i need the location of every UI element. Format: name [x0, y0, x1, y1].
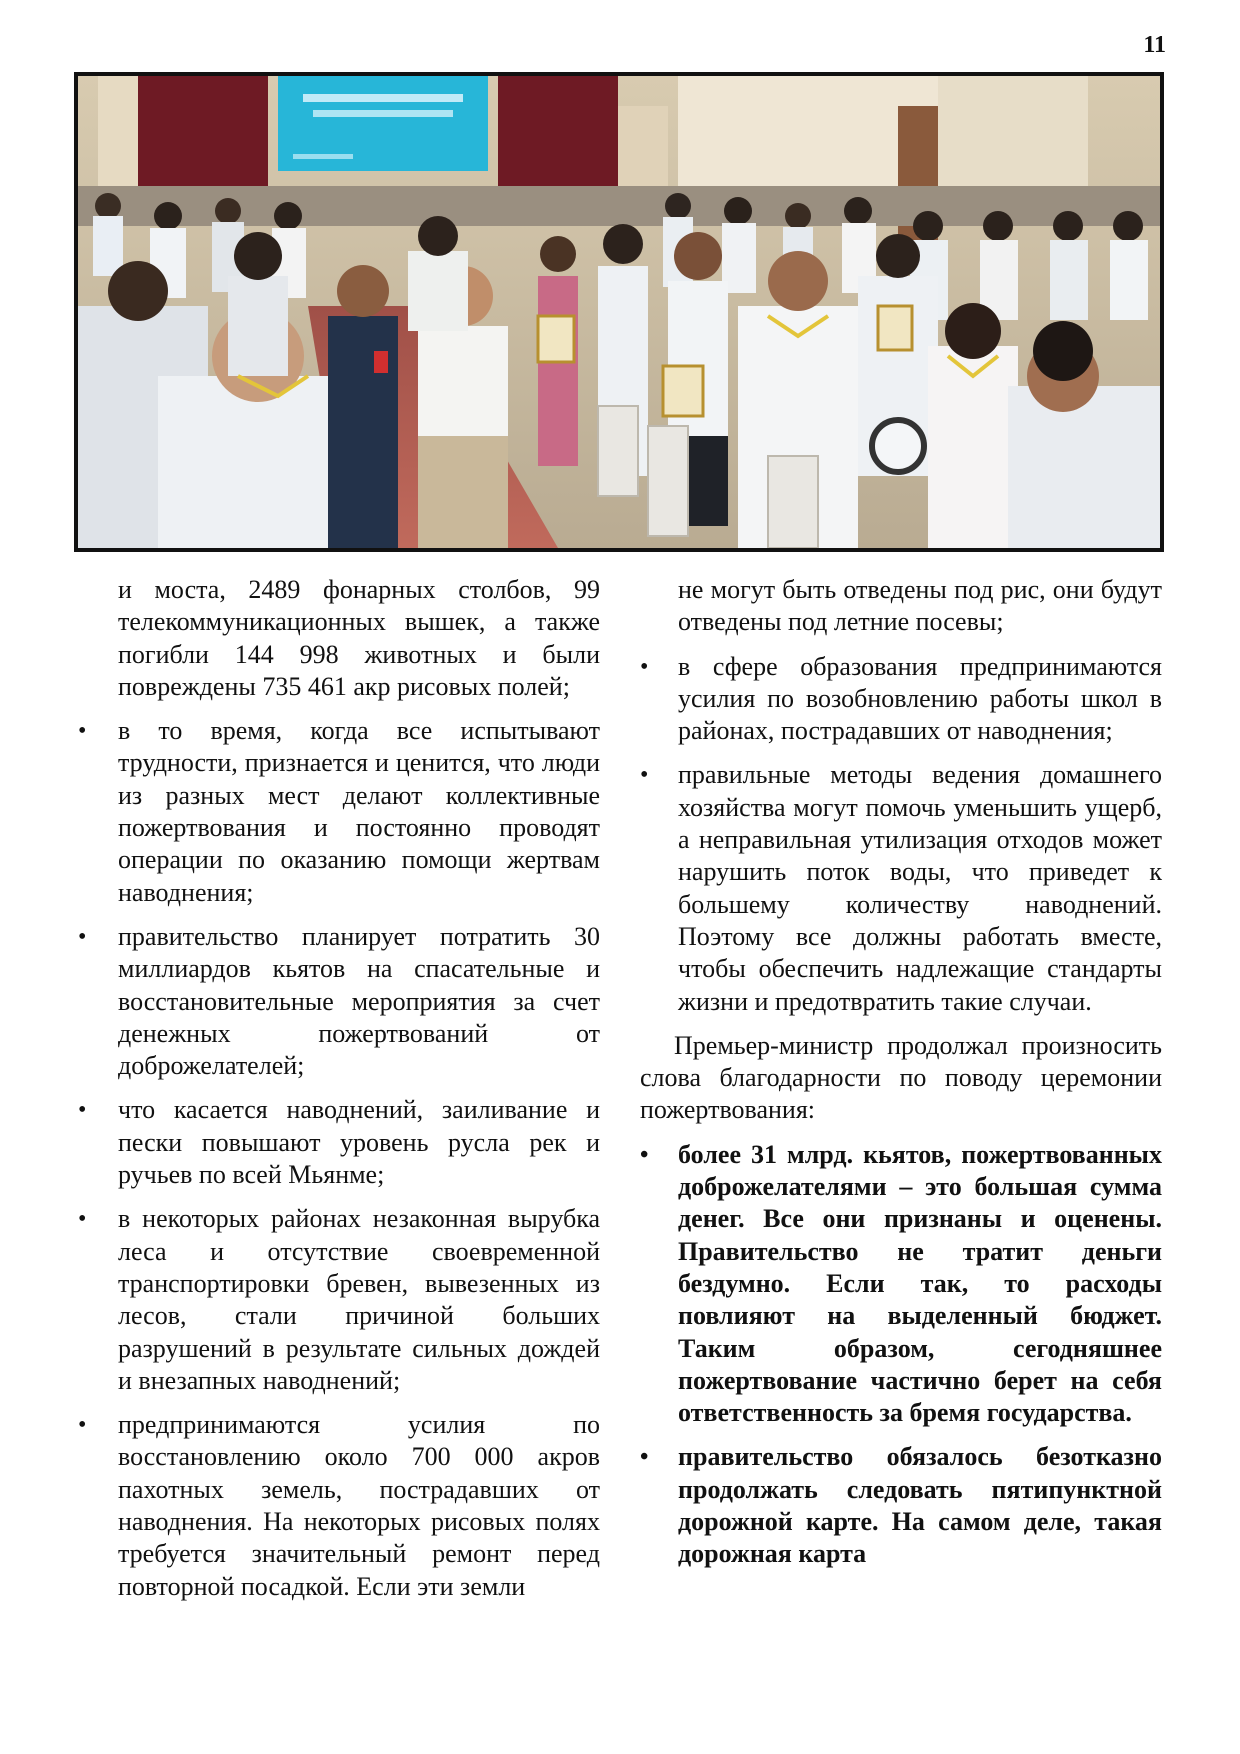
right-bullet-list — [640, 651, 1162, 1018]
bold-bullet-list — [640, 1139, 1162, 1571]
list-item: • предпринимаются усилия по восстановлению около 700 000 акров пахотных земель, пострадавших от наводнения. На некоторых рисовых полях требуется значительный ремонт перед повторной посадкой. Если эти земли — [118, 1409, 600, 1603]
right-continuation: не могут быть отведены под рис, они будут отведены под летние посевы; — [678, 575, 1162, 637]
list-item: • что касается наводнений, заиливание и пески повышают уровень русла рек и ручьев по всей Мьянме; — [118, 1094, 600, 1191]
list-item: • в то время, когда все испытывают трудности, признается и ценится, что люди из разных мест делают коллективные пожертвования и постоянно проводят операции по оказанию помощи жертвам наводнения; — [118, 715, 600, 909]
list-item: • правительство обязалось безотказно продолжать следовать пятипунктной дорожной карте. На самом деле, такая дорожная карта — [640, 1441, 1162, 1570]
list-item: • в некоторых районах незаконная вырубка леса и отсутствие своевременной транспортировки бревен, вывезенных из лесов, стали причиной больших разрушений в результате сильных дождей и внезапных наводнений; — [118, 1203, 600, 1397]
left-bullet-list — [118, 715, 600, 1603]
event-photo — [74, 72, 1164, 552]
page-number: 11 — [1143, 32, 1166, 58]
list-item: • более 31 млрд. кьятов, пожертвованных доброжелателями – это большая сумма денег. Все они признаны и оценены. Правительство не тратит деньги бездумно. Если так, то расходы повлияют на выделенный бюджет. Таким образом, сегодняшнее пожертвование частично берет на себя ответственность за бремя государства. — [640, 1139, 1162, 1430]
left-column — [118, 574, 600, 1615]
left-continuation: и моста, 2489 фонарных столбов, 99 телекоммуникационных вышек, а также погибли 144 998 животных и были повреждены 735 461 акр рисовых полей; — [118, 575, 600, 701]
right-column — [640, 574, 1162, 1583]
donation-ceremony-photo — [78, 76, 1160, 548]
camera-flash — [872, 420, 924, 472]
list-item: • в сфере образования предпринимаются усилия по возобновлению работы школ в районах, пострадавших от наводнения; — [640, 651, 1162, 748]
list-item: • правильные методы ведения домашнего хозяйства могут помочь уменьшить ущерб, а неправильная утилизация отходов может нарушить поток воды, что приведет к большему количеству наводнений. Поэтому все должны работать вместе, чтобы обеспечить надлежащие стандарты жизни и предотвратить такие случаи. — [640, 759, 1162, 1017]
person-dark-suit — [328, 316, 398, 548]
list-item: • правительство планирует потратить 30 миллиардов кьятов на спасательные и восстановительные мероприятия за счет денежных пожертвований от доброжелателей; — [118, 921, 600, 1082]
body-paragraph: Премьер-министр продолжал произносить слова благодарности по поводу церемонии пожертвования: — [640, 1030, 1162, 1125]
